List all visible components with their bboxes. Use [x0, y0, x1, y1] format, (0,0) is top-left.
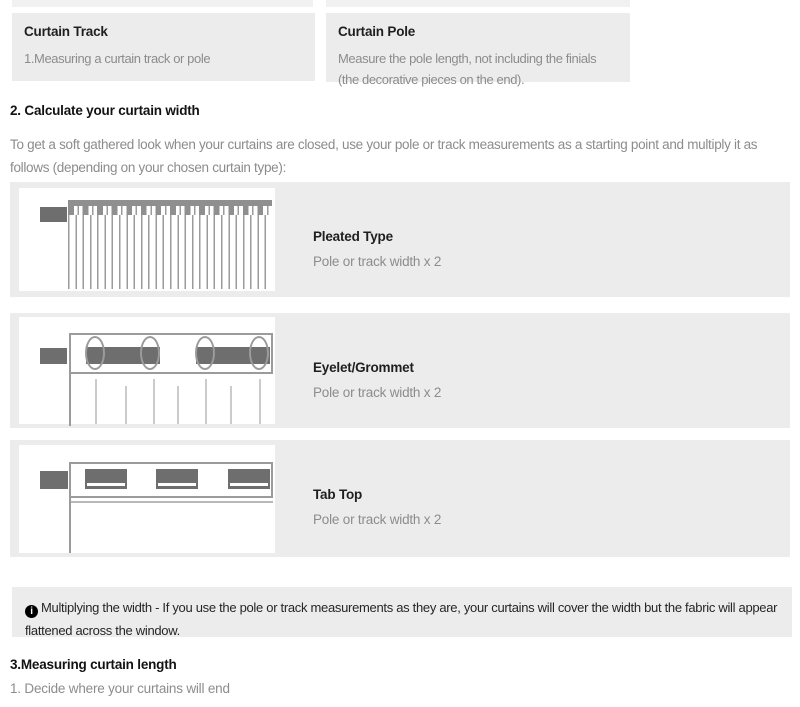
section-2-heading: 2. Calculate your curtain width: [10, 103, 200, 118]
pleat-caps: [68, 206, 272, 215]
type-formula-eyelet: Pole or track width x 2: [313, 385, 442, 400]
fold-line: [95, 379, 97, 424]
fold-line: [259, 379, 261, 424]
type-name-pleated: Pleated Type: [313, 229, 393, 244]
pleated-heading-diagram: [68, 200, 272, 289]
pleat-folds: [68, 215, 272, 289]
curtain-track-body: [24, 48, 303, 69]
type-formula-tabtop: Pole or track width x 2: [313, 512, 442, 527]
curtain-pole-line-2: (the decorative pieces on the end).: [338, 72, 525, 87]
curtain-left-edge: [69, 462, 71, 553]
curtain-type-row-eyelet: [10, 313, 790, 428]
type-name-eyelet: Eyelet/Grommet: [313, 360, 414, 375]
section-2-intro: To get a soft gathered look when your curtains are closed, use your pole or track measurements as a starting point and multiply it as follows (depending on your chosen curtain type):: [10, 137, 758, 175]
section-3-heading: 3.Measuring curtain length: [10, 657, 177, 672]
cutoff-box-right: [326, 0, 630, 7]
cutoff-box-left: [12, 0, 313, 7]
info-icon: i: [25, 605, 38, 618]
fold-line: [125, 386, 127, 424]
curtain-pole-card: [326, 13, 630, 87]
fold-line: [177, 386, 179, 424]
fold-line: [153, 379, 155, 424]
curtain-track-title: Curtain Track: [24, 24, 108, 39]
pole-end-shape: [40, 207, 67, 222]
fold-line: [205, 379, 207, 424]
band-underline: [69, 501, 273, 503]
tab-stripe: [230, 483, 268, 486]
width-multiplying-note: [12, 587, 792, 637]
tab-loop: [156, 469, 198, 489]
curtain-track-line-1: 1.Measuring a curtain track or pole: [24, 51, 211, 66]
curtain-left-edge: [69, 333, 71, 426]
curtain-pole-line-1: Measure the pole length, not including the finials: [338, 51, 597, 66]
curtain-track-card: [12, 13, 315, 81]
fold-line: [230, 386, 232, 424]
tab-stripe: [87, 483, 125, 486]
curtain-pole-body: [338, 48, 618, 90]
section-3-step-1: 1. Decide where your curtains will end: [10, 681, 230, 696]
curtain-type-row-pleated: [10, 182, 790, 297]
note-text: Multiplying the width - If you use the pole or track measurements as they are, your curtains will cover the width but the fabric will appear flattened across the window.: [25, 600, 778, 638]
eyelet-ring: [249, 336, 269, 370]
tab-loop: [85, 469, 127, 489]
tab-stripe: [158, 483, 196, 486]
type-name-tabtop: Tab Top: [313, 487, 363, 502]
curtain-type-row-tabtop: [10, 440, 790, 557]
curtain-pole-title: Curtain Pole: [338, 24, 416, 39]
pole-end-shape: [40, 471, 68, 489]
type-formula-pleated: Pole or track width x 2: [313, 254, 442, 269]
eyelet-ring: [85, 336, 105, 370]
eyelet-ring: [140, 336, 160, 370]
tab-loop: [228, 469, 270, 489]
eyelet-ring: [195, 336, 215, 370]
pole-end-shape: [40, 348, 67, 364]
